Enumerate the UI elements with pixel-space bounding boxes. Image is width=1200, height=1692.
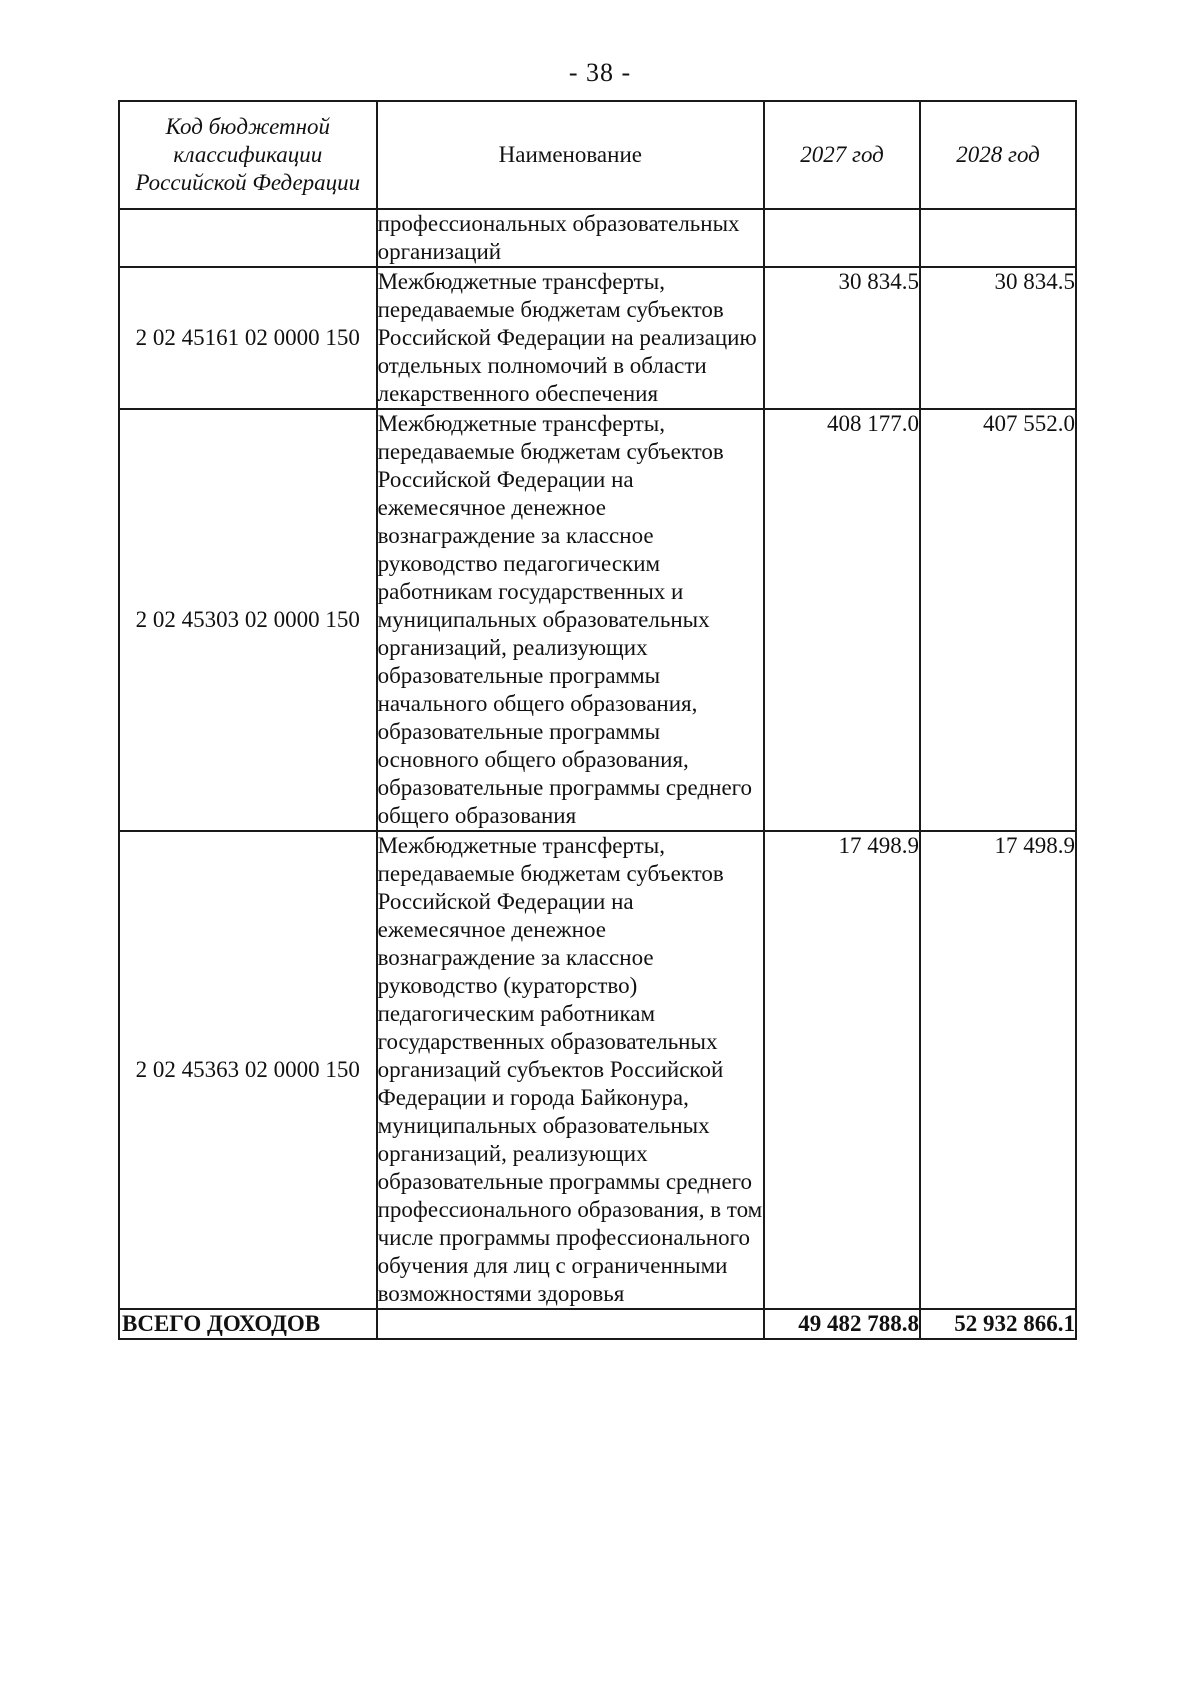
row-name: Межбюджетные трансферты, передаваемые бюджетам субъектов Российской Федерации на ежемесячное денежное вознаграждение за классное руководство (кураторство) педагогическим работникам государственных образовательных организаций субъектов Российской Федерации и города Байконура, муниципальных образовательных организаций, реализующих образовательные программы среднего профессионального образования, в том числе программы профессионального обучения для лиц с ограниченными возможностями здоровья <box>377 831 764 1309</box>
row-code: 2 02 45161 02 0000 150 <box>119 267 377 409</box>
header-year-2028: 2028 год <box>920 101 1076 209</box>
row-name: Межбюджетные трансферты, передаваемые бюджетам субъектов Российской Федерации на реализацию отдельных полномочий в области лекарственного обеспечения <box>377 267 764 409</box>
row-value-2027 <box>764 209 920 267</box>
total-label: ВСЕГО ДОХОДОВ <box>119 1309 377 1339</box>
header-year-2027: 2027 год <box>764 101 920 209</box>
row-code <box>119 209 377 267</box>
table-header-row <box>119 101 1076 209</box>
row-code: 2 02 45363 02 0000 150 <box>119 831 377 1309</box>
table-row <box>119 209 1076 267</box>
row-name: Межбюджетные трансферты, передаваемые бюджетам субъектов Российской Федерации на ежемесячное денежное вознаграждение за классное руководство педагогическим работникам государственных и муниципальных образовательных организаций, реализующих образовательные программы начального общего образования, образовательные программы основного общего образования, образовательные программы среднего общего образования <box>377 409 764 831</box>
table-row <box>119 831 1076 1309</box>
total-value-2027: 49 482 788.8 <box>764 1309 920 1339</box>
budget-revenue-table <box>118 100 1077 1340</box>
row-value-2028: 30 834.5 <box>920 267 1076 409</box>
row-value-2028: 17 498.9 <box>920 831 1076 1309</box>
total-row <box>119 1309 1076 1339</box>
row-value-2028 <box>920 209 1076 267</box>
row-value-2027: 30 834.5 <box>764 267 920 409</box>
row-code: 2 02 45303 02 0000 150 <box>119 409 377 831</box>
total-value-2028: 52 932 866.1 <box>920 1309 1076 1339</box>
row-value-2027: 17 498.9 <box>764 831 920 1309</box>
table-row <box>119 267 1076 409</box>
header-name: Наименование <box>377 101 764 209</box>
row-name: профессиональных образовательных организаций <box>377 209 764 267</box>
header-code: Код бюджетной классификации Российской Федерации <box>119 101 377 209</box>
row-value-2027: 408 177.0 <box>764 409 920 831</box>
table-row <box>119 409 1076 831</box>
page-number: - 38 - <box>568 58 632 87</box>
row-value-2028: 407 552.0 <box>920 409 1076 831</box>
total-name <box>377 1309 764 1339</box>
